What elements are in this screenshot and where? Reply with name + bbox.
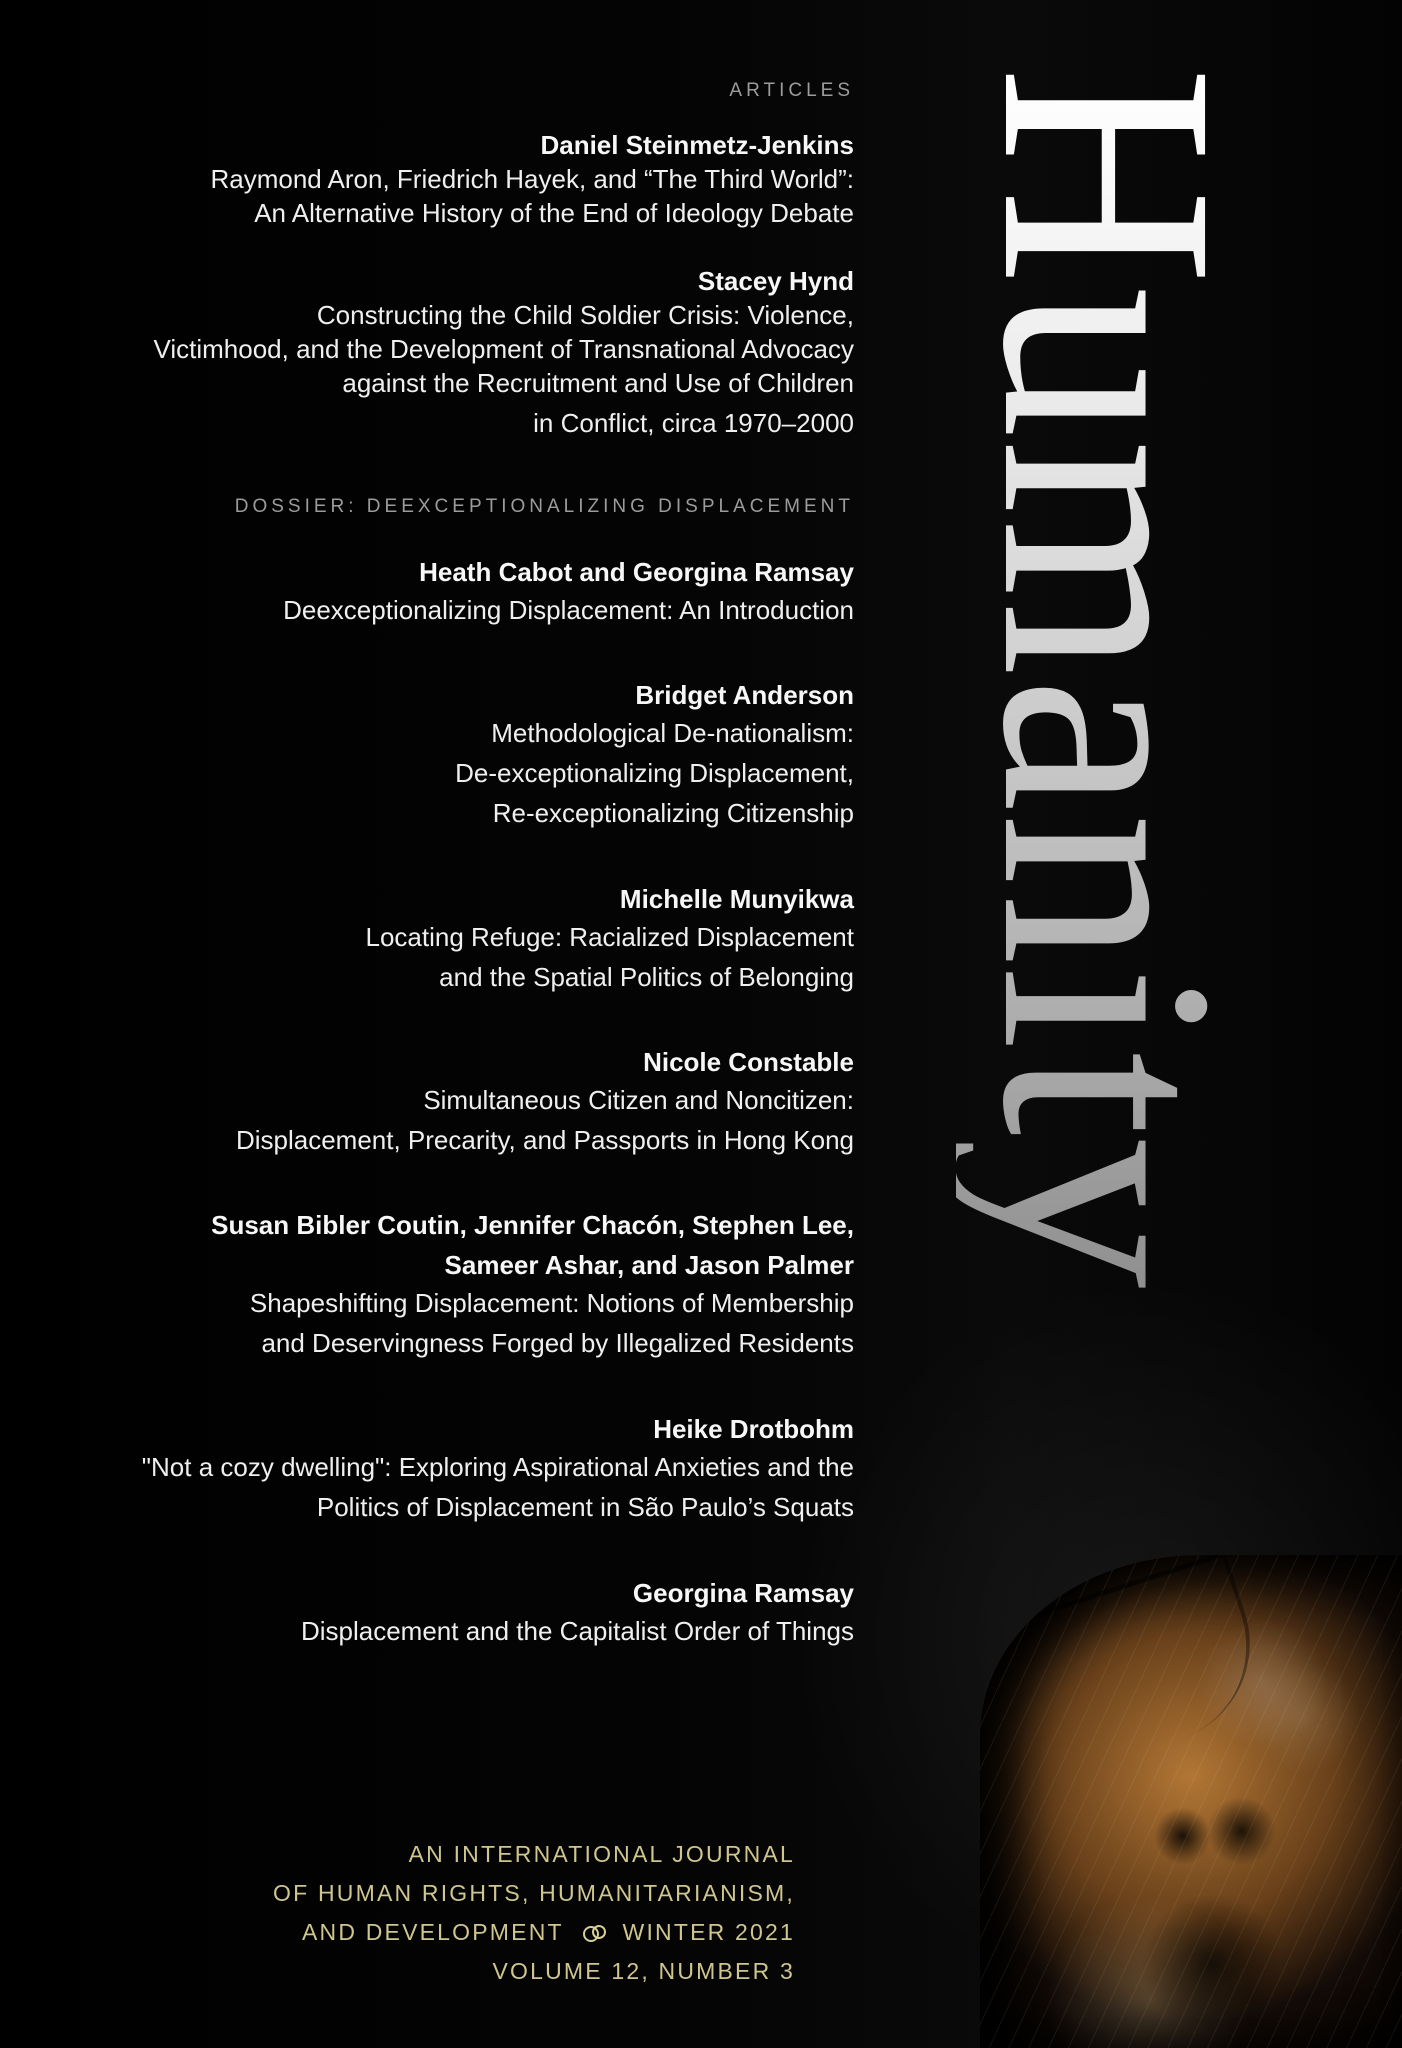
entry-author-line-2: Sameer Ashar, and Jason Palmer [444, 1250, 854, 1280]
footer-line-3-end: WINTER 2021 [622, 1919, 795, 1945]
entry-title-line: "Not a cozy dwelling": Exploring Aspirational Anxieties and the [141, 1452, 854, 1482]
entry-author: Susan Bibler Coutin, Jennifer Chacón, Stephen Lee, [211, 1210, 854, 1240]
entry-title-line: Deexceptionalizing Displacement: An Introduction [283, 595, 854, 625]
footer-line-1: AN INTERNATIONAL JOURNAL [408, 1841, 795, 1867]
entry-author: Michelle Munyikwa [619, 884, 854, 914]
toc-entry-2 [94, 264, 854, 440]
entry-title-line: and Deservingness Forged by Illegalized Residents [261, 1328, 854, 1358]
entry-title-line: Methodological De-nationalism: [491, 718, 854, 748]
entry-author: Heike Drotbohm [653, 1414, 854, 1444]
entry-title-line: Displacement, Precarity, and Passports in Hong Kong [235, 1125, 854, 1155]
articles-section-label: ARTICLES [729, 80, 854, 101]
footer-line-3 [235, 1913, 795, 1952]
entry-title-line: Raymond Aron, Friedrich Hayek, and “The Third World”: [210, 164, 854, 194]
entry-title-line: against the Recruitment and Use of Children [342, 368, 854, 398]
entry-title-line: in Conflict, circa 1970–2000 [533, 408, 854, 438]
entry-author: Georgina Ramsay [632, 1578, 854, 1608]
ornament-icon [582, 1922, 608, 1942]
toc-entry-6 [94, 1045, 854, 1157]
entry-title-line: Locating Refuge: Racialized Displacement [365, 922, 854, 952]
toc-entry-3 [94, 555, 854, 627]
entry-title-line: Displacement and the Capitalist Order of Things [300, 1616, 854, 1646]
entry-author: Heath Cabot and Georgina Ramsay [419, 557, 854, 587]
entry-title-line: An Alternative History of the End of Ideology Debate [254, 198, 854, 228]
journal-title: Humanity [940, 66, 1277, 1290]
entry-author: Stacey Hynd [697, 266, 854, 296]
footer-line-4: VOLUME 12, NUMBER 3 [492, 1958, 795, 1984]
toc-entry-1 [94, 128, 854, 230]
toc-entry-7 [94, 1208, 854, 1360]
toc-entry-9 [94, 1576, 854, 1648]
entry-title-line: Politics of Displacement in São Paulo’s Squats [316, 1492, 854, 1522]
toc-entry-5 [94, 882, 854, 994]
entry-author: Nicole Constable [643, 1047, 854, 1077]
entry-title-line: Shapeshifting Displacement: Notions of Membership [249, 1288, 854, 1318]
dossier-section-label: DOSSIER: DEEXCEPTIONALIZING DISPLACEMENT [234, 496, 854, 517]
toc-entry-4 [94, 678, 854, 830]
entry-title-line: Simultaneous Citizen and Noncitizen: [423, 1085, 854, 1115]
entry-title-line: Victimhood, and the Development of Transnational Advocacy [153, 334, 854, 364]
entry-title-line: and the Spatial Politics of Belonging [439, 962, 854, 992]
journal-footer [235, 1835, 795, 1991]
footer-line-3-start: AND DEVELOPMENT [301, 1919, 564, 1945]
face-illustration [980, 1555, 1402, 2048]
entry-author: Daniel Steinmetz-Jenkins [540, 130, 854, 160]
toc-entry-8 [94, 1412, 854, 1524]
entry-title-line: De-exceptionalizing Displacement, [455, 758, 854, 788]
footer-line-2: OF HUMAN RIGHTS, HUMANITARIANISM, [273, 1880, 795, 1906]
entry-title-line: Re-exceptionalizing Citizenship [492, 798, 854, 828]
entry-title-line: Constructing the Child Soldier Crisis: Violence, [316, 300, 854, 330]
entry-author: Bridget Anderson [635, 680, 854, 710]
